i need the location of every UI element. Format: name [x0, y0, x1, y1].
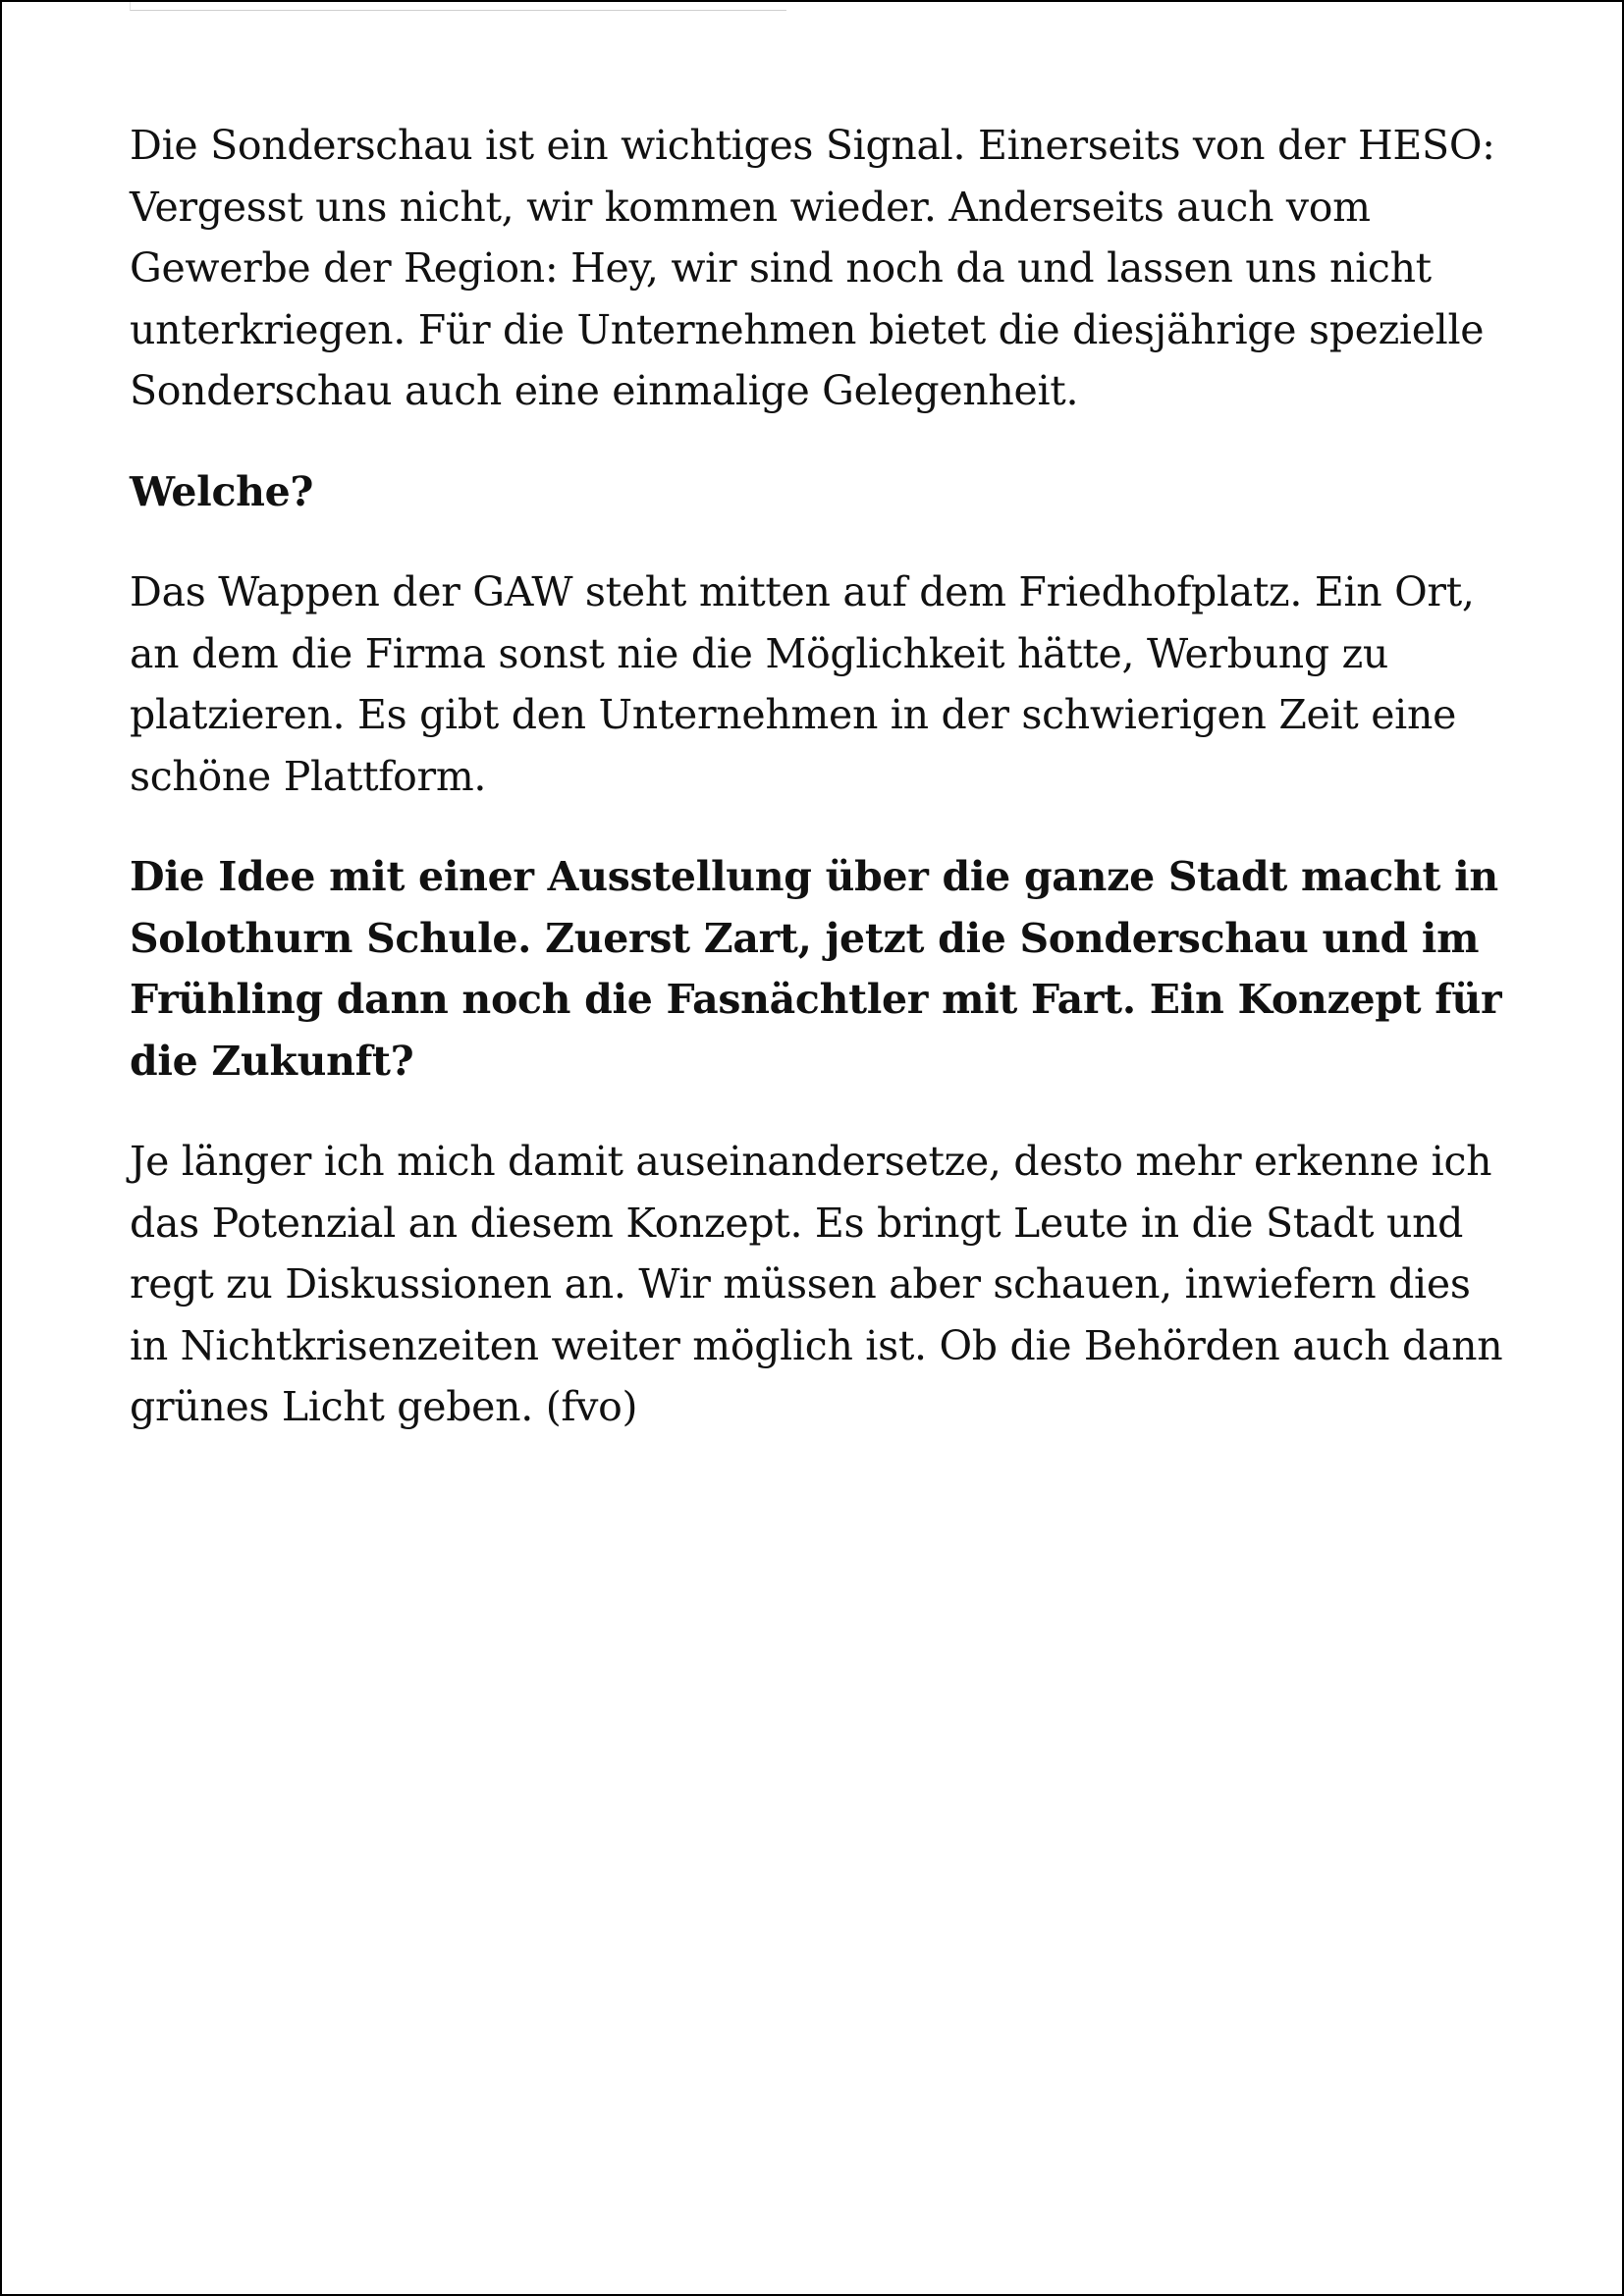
answer-paragraph-3: Je länger ich mich damit auseinandersetze, desto mehr erkenne ich das Potenzial an diesem Konzept. Es bringt Leute in die Stadt und regt zu Diskussionen an. Wir müssen aber schauen, inwiefern dies in Nichtkrisenzeiten weiter möglich ist. Ob die Behörden auch dann grünes Licht geben. (fvo) [130, 1138, 1503, 1430]
interview-article [130, 115, 1504, 1477]
interview-content [130, 115, 1504, 1438]
answer-paragraph-1: Die Sonderschau ist ein wichtiges Signal. Einerseits von der HESO: Vergesst uns nicht, wir kommen wieder. Anderseits auch vom Gewerbe der Region: Hey, wir sind noch da und lassen uns nicht unterkriegen. Für die Unternehmen bietet die diesjährige spezielle Sonderschau auch eine einmalige Gelegenheit. [130, 122, 1495, 414]
top-divider [130, 2, 786, 11]
answer-paragraph-2: Das Wappen der GAW steht mitten auf dem Friedhofplatz. Ein Ort, an dem die Firma sonst nie die Möglichkeit hätte, Werbung zu platzieren. Es gibt den Unternehmen in der schwierigen Zeit eine schöne Plattform. [130, 568, 1475, 800]
question-paragraph-1: Welche? [130, 467, 314, 515]
question-paragraph-2: Die Idee mit einer Ausstellung über die ganze Stadt macht in Solothurn Schule. Zuerst Zart, jetzt die Sonderschau und im Frühling dann noch die Fasnächtler mit Fart. Ein Konzept für die Zukunft? [130, 853, 1502, 1085]
